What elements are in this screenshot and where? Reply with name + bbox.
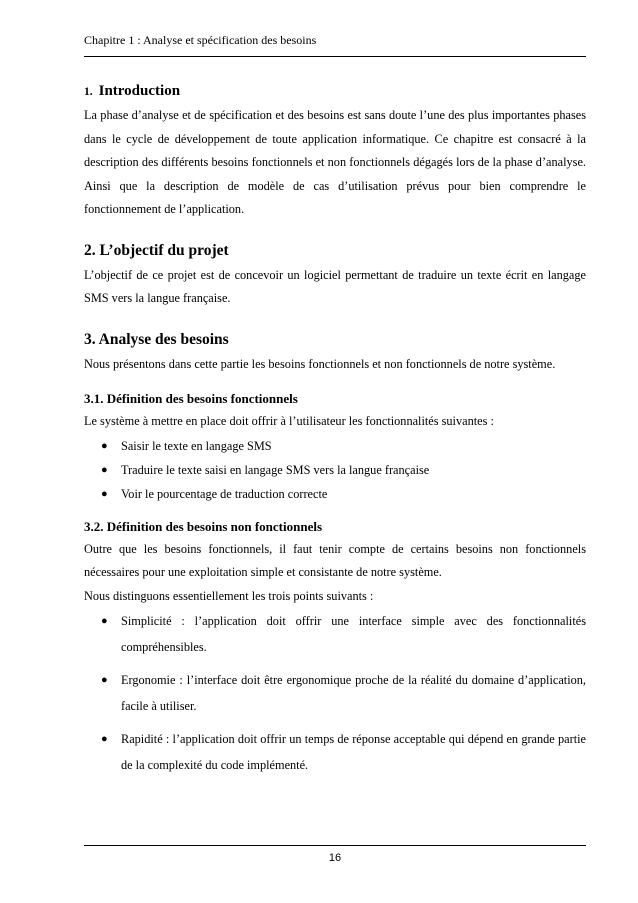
subsection-heading-functional: 3.1. Définition des besoins fonctionnels: [84, 391, 298, 406]
introduction-paragraph: La phase d’analyse et de spécification et des besoins est sans doute l’une des plus importantes phases dans le cycle de développement de toute application informatique. Ce chapitre est consacré à la description des différents besoins fonctionnels et non fonctionnels dégagés lors de la phase d’analyse. Ainsi que la description de modèle de cas d’utilisation prévus pour bien comprendre le fonctionnement de l’application.: [84, 108, 586, 216]
list-item: ● Traduire le texte saisi en langage SMS vers la langue française: [84, 458, 586, 482]
bullet-icon: ●: [101, 674, 108, 686]
non-functional-intro-2: Nous distinguons essentiellement les trois points suivants :: [84, 588, 374, 603]
list-item: ● Saisir le texte en langage SMS: [84, 434, 586, 458]
list-item: ● Rapidité : l’application doit offrir un temps de réponse acceptable qui dépend en grande partie de la complexité du code implémenté.: [84, 726, 586, 778]
page-number: 16: [328, 852, 342, 864]
header-rule: [84, 56, 586, 57]
footer-rule: [84, 845, 586, 846]
section-heading-objective: 2. L’objectif du projet: [84, 241, 229, 259]
bullet-icon: ●: [101, 463, 108, 476]
list-item: ● Voir le pourcentage de traduction correcte: [84, 482, 586, 506]
running-header: Chapitre 1 : Analyse et spécification des besoins: [84, 33, 317, 47]
section-number: 1.: [84, 86, 93, 98]
non-functional-intro: Outre que les besoins fonctionnels, il faut tenir compte de certains besoins non fonctionnels nécessaires pour une exploitation simple et consistante de notre système.: [84, 541, 586, 579]
objective-paragraph: L’objectif de ce projet est de concevoir un logiciel permettant de traduire un texte écrit en langage SMS vers la langue française.: [84, 267, 586, 305]
bullet-icon: ●: [101, 615, 108, 627]
list-item: ● Ergonomie : l’interface doit être ergonomique proche de la réalité du domaine d’application, facile à utiliser.: [84, 667, 586, 719]
page-content: [84, 78, 586, 778]
subsection-heading-non-functional: 3.2. Définition des besoins non fonctionnels: [84, 518, 323, 534]
section-heading-analysis: 3. Analyse des besoins: [84, 330, 229, 348]
list-item: ● Simplicité : l’application doit offrir une interface simple avec des fonctionnalités compréhensibles.: [84, 608, 586, 660]
non-functional-requirements-list: [84, 608, 586, 778]
analysis-paragraph: Nous présentons dans cette partie les besoins fonctionnels et non fonctionnels de notre système.: [84, 356, 556, 371]
functional-intro: Le système à mettre en place doit offrir à l’utilisateur les fonctionnalités suivantes :: [84, 414, 494, 428]
section-heading-introduction: [84, 78, 586, 104]
bullet-icon: ●: [101, 733, 108, 745]
bullet-icon: ●: [101, 439, 108, 452]
section-title: Introduction: [98, 83, 181, 99]
functional-requirements-list: [84, 434, 586, 506]
bullet-icon: ●: [101, 487, 108, 500]
